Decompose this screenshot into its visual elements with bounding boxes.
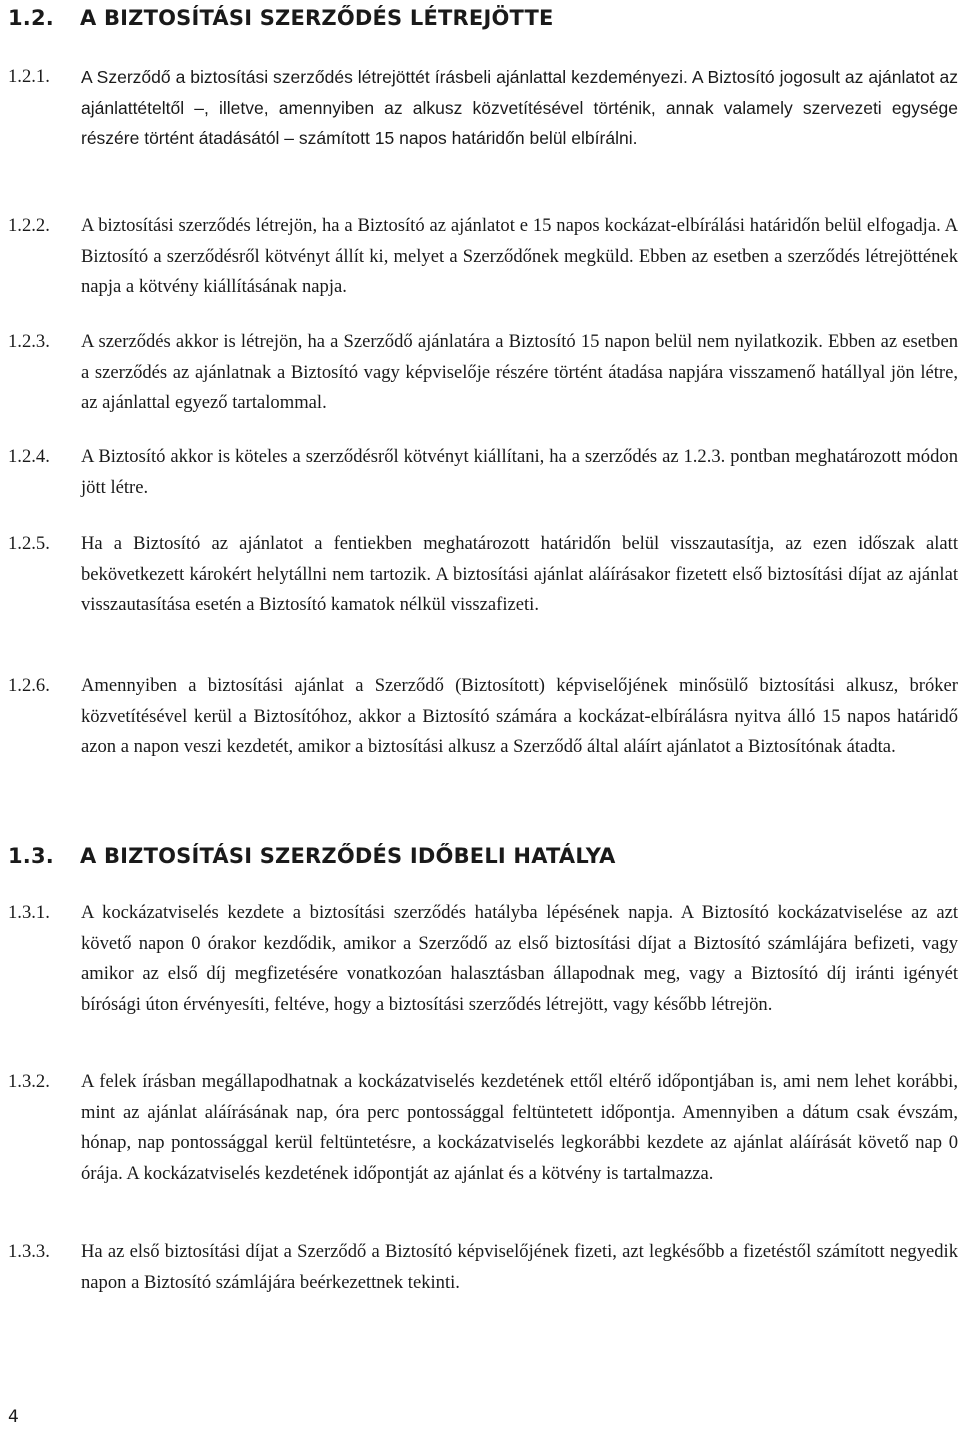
paragraph-number: 1.2.3. (8, 331, 50, 352)
paragraph-1-3-1 (8, 898, 958, 1020)
paragraph-text: A Biztosító akkor is köteles a szerződésről kötvényt kiállítani, ha a szerződés az 1.2.3. pontban meghatározott módon jött létre. (81, 446, 958, 498)
paragraph-text: Amennyiben a biztosítási ajánlat a Szerződő (Biztosított) képviselőjének minősülő biztosítási alkusz, bróker közvetítésével kerül a Biztosítóhoz, akkor a Biztosító számára a kockázat-elbírálásra nyitva álló 15 napos határidő azon a napon veszi kezdetét, amikor a biztosítási alkusz a Szerződő által aláírt ajánlatot a Biztosítónak átadta. (81, 675, 958, 757)
paragraph-number: 1.3.3. (8, 1241, 50, 1262)
section-title: A BIZTOSÍTÁSI SZERZŐDÉS IDŐBELI HATÁLYA (80, 844, 616, 868)
section-heading-1-2 (8, 6, 554, 30)
paragraph-number: 1.2.4. (8, 446, 50, 467)
paragraph-1-3-3 (8, 1237, 958, 1298)
paragraph-1-2-3 (8, 327, 958, 419)
section-title: A BIZTOSÍTÁSI SZERZŐDÉS LÉTREJÖTTE (80, 6, 554, 30)
paragraph-text: A biztosítási szerződés létrejön, ha a Biztosító az ajánlatot e 15 napos kockázat-elbírálási határidőn belül elfogadja. A Biztosító a szerződésről kötvényt állít ki, melyet a Szerződőnek megküld. Ebben az esetben a szerződés létrejöttének napja a kötvény kiállításának napja. (81, 215, 958, 297)
section-number: 1.3. (8, 844, 54, 868)
paragraph-text: Ha a Biztosító az ajánlatot a fentiekben meghatározott határidőn belül visszautasítja, az ezen időszak alatt bekövetkezett károkért helytállni nem tartozik. A biztosítási ajánlat aláírásakor fizetett első biztosítási díjat az ajánlat visszautasítása esetén a Biztosító kamatok nélkül visszafizeti. (81, 533, 958, 615)
paragraph-text: A felek írásban megállapodhatnak a kockázatviselés kezdetének ettől eltérő időpontjában is, ami nem lehet korábbi, mint az ajánlat aláírásának nap, óra perc pontossággal feltüntetett időpontja. Amennyiben a dátum csak évszám, hónap, nap pontossággal kerül feltüntetésre, a kockázatviselés legkorábbi kezdete az ajánlat aláírását követő nap 0 órája. A kockázatviselés kezdetének időpontját az ajánlat és a kötvény is tartalmazza. (81, 1071, 958, 1184)
paragraph-text: A kockázatviselés kezdete a biztosítási szerződés hatályba lépésének napja. A Biztosító kockázatviselése az azt követő napon 0 órakor kezdődik, amikor a Szerződő az első biztosítási díjat a Biztosító számlájára befizeti, vagy amikor az első díj megfizetésére vonatkozóan halasztásban állapodnak meg, vagy a Biztosító díj iránti igényét bírósági úton érvényesíti, feltéve, hogy a biztosítási szerződés létrejött, vagy később létrejön. (81, 902, 958, 1015)
page-number: 4 (8, 1407, 19, 1427)
paragraph-1-2-6 (8, 671, 958, 763)
paragraph-1-2-2 (8, 211, 958, 303)
paragraph-text: Ha az első biztosítási díjat a Szerződő a Biztosító képviselőjének fizeti, azt legkésőbb a fizetéstől számított negyedik napon a Biztosító számlájára beérkezettnek tekinti. (81, 1241, 958, 1293)
paragraph-text: A Szerződő a biztosítási szerződés létrejöttét írásbeli ajánlattal kezdeményezi. A Biztosító jogosult az ajánlatot az ajánlattételtől –, illetve, amennyiben az alkusz közvetítésével történik, annak valamely szervezeti egysége részére történt átadásától – számított 15 napos határidőn belül elbírálni. (81, 67, 958, 148)
paragraph-number: 1.2.5. (8, 533, 50, 554)
paragraph-text: A szerződés akkor is létrejön, ha a Szerződő ajánlatára a Biztosító 15 napon belül nem nyilatkozik. Ebben az esetben a szerződés az ajánlatnak a Biztosító vagy képviselője részére történt átadása napjára visszamenő hatállyal jön létre, az ajánlattal egyező tartalommal. (81, 331, 958, 413)
paragraph-number: 1.3.2. (8, 1071, 50, 1092)
section-number: 1.2. (8, 6, 54, 30)
paragraph-number: 1.2.1. (8, 66, 50, 87)
paragraph-1-2-1 (8, 62, 958, 154)
section-heading-1-3 (8, 844, 616, 868)
paragraph-1-2-5 (8, 529, 958, 621)
paragraph-number: 1.2.6. (8, 675, 50, 696)
paragraph-1-3-2 (8, 1067, 958, 1189)
paragraph-1-2-4 (8, 442, 958, 503)
paragraph-number: 1.3.1. (8, 902, 50, 923)
paragraph-number: 1.2.2. (8, 215, 50, 236)
